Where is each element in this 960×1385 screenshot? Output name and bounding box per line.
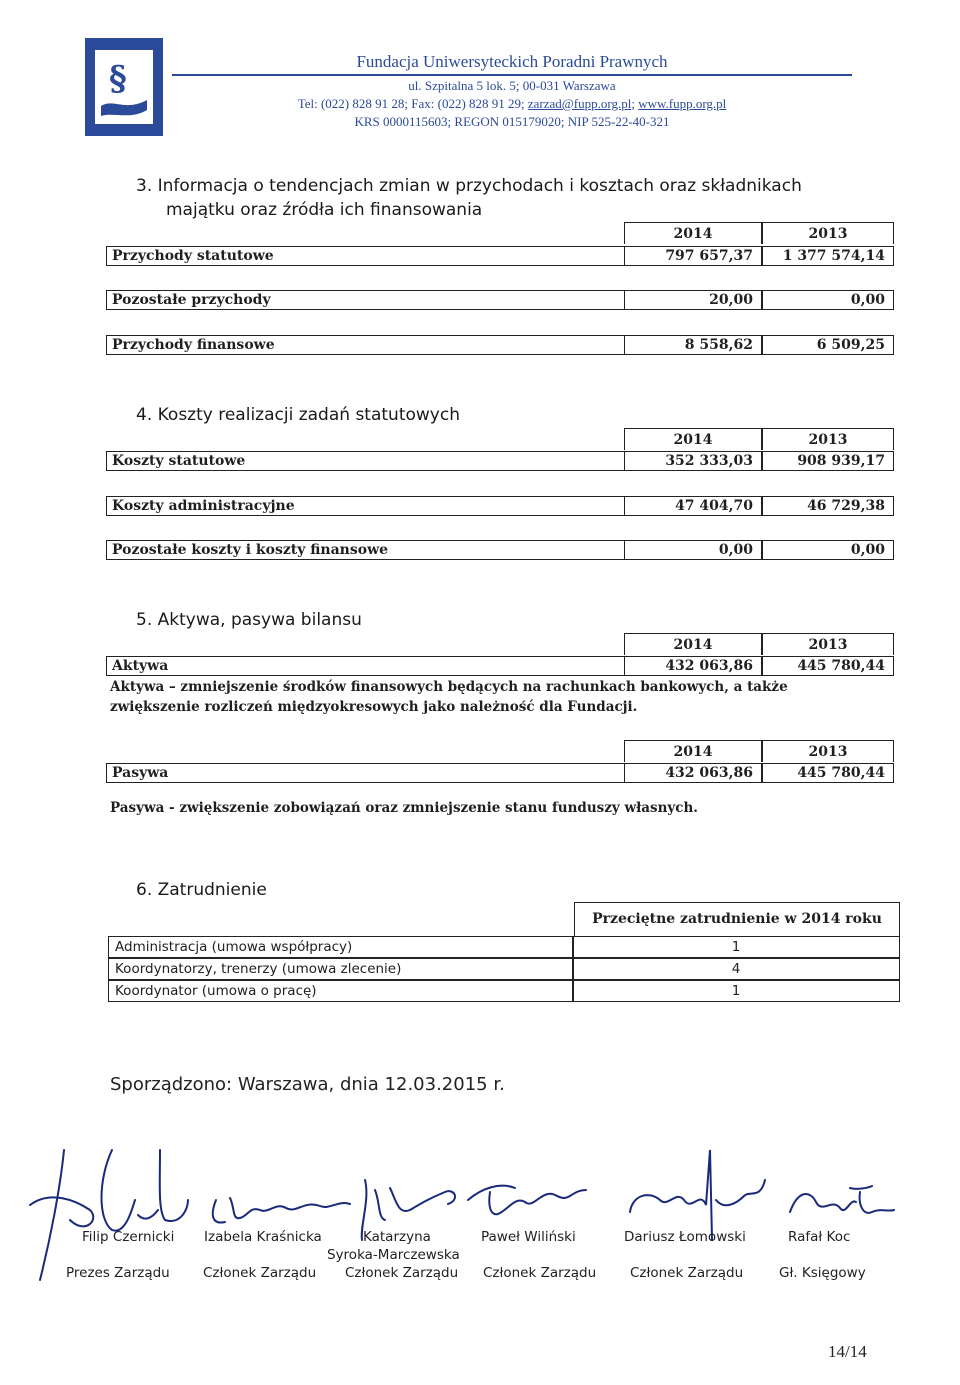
employment-row-koordynator-value: 1 — [572, 980, 900, 1002]
section-4-title: 4. Koszty realizacji zadań statutowych — [136, 405, 460, 425]
row-pozostale-przychody-2013: 0,00 — [762, 290, 894, 310]
svg-text:§: § — [109, 59, 127, 99]
org-name: Fundacja Uniwersyteckich Poradni Prawnych — [356, 52, 668, 71]
section-5-year-2013: 2013 — [762, 633, 894, 655]
assets-note-line1: Aktywa – zmniejszenie środków finansowych będących na rachunkach bankowych, a także — [110, 679, 788, 695]
email-link[interactable]: zarzad@fupp.org.pl — [527, 96, 632, 111]
section-3-year-2014: 2014 — [624, 222, 762, 244]
header-divider — [172, 74, 852, 76]
section-6-title: 6. Zatrudnienie — [136, 880, 267, 900]
signatory-name-syroka-line1: Katarzyna — [363, 1229, 431, 1245]
row-koszty-statutowe-2014: 352 333,03 — [624, 451, 762, 471]
signatory-role-koc: Gł. Księgowy — [779, 1265, 866, 1281]
row-koszty-administracyjne-2014: 47 404,70 — [624, 496, 762, 516]
section-3-year-2013: 2013 — [762, 222, 894, 244]
prepared-statement: Sporządzono: Warszawa, dnia 12.03.2015 r. — [110, 1074, 505, 1095]
employment-row-administracja-value: 1 — [572, 936, 900, 958]
org-contact — [172, 96, 852, 112]
section-3-title-line1: 3. Informacja o tendencjach zmian w przychodach i kosztach oraz składnikach — [136, 176, 802, 196]
logo-emblem — [95, 50, 153, 124]
row-przychody-finansowe-2013: 6 509,25 — [762, 335, 894, 355]
row-pozostale-przychody-label: Pozostałe przychody — [106, 290, 624, 310]
section-5-year-2014: 2014 — [624, 633, 762, 655]
employment-row-koordynator-label: Koordynator (umowa o pracę) — [108, 980, 574, 1002]
employment-row-koordynatorzy-label: Koordynatorzy, trenerzy (umowa zlecenie) — [108, 958, 574, 980]
section-5-title: 5. Aktywa, pasywa bilansu — [136, 610, 362, 630]
foundation-logo — [85, 38, 163, 136]
org-registry: KRS 0000115603; REGON 015179020; NIP 525-22-40-321 — [354, 114, 670, 129]
liabilities-note: Pasywa - zwiększenie zobowiązań oraz zmniejszenie stanu funduszy własnych. — [110, 800, 699, 816]
signatory-name-krasnicka: Izabela Kraśnicka — [204, 1229, 322, 1245]
row-pasywa-2013: 445 780,44 — [762, 763, 894, 783]
row-przychody-finansowe-2014: 8 558,62 — [624, 335, 762, 355]
row-przychody-statutowe-2013: 1 377 574,14 — [762, 246, 894, 266]
employment-column-header: Przeciętne zatrudnienie w 2014 roku — [574, 902, 900, 936]
section-4-year-2014: 2014 — [624, 428, 762, 450]
signatory-role-czernicki: Prezes Zarządu — [66, 1265, 170, 1281]
page-number: 14/14 — [828, 1342, 867, 1361]
row-koszty-administracyjne-2013: 46 729,38 — [762, 496, 894, 516]
row-pozostale-koszty-label: Pozostałe koszty i koszty finansowe — [106, 540, 624, 560]
signatory-name-czernicki: Filip Czernicki — [82, 1229, 175, 1245]
row-koszty-statutowe-2013: 908 939,17 — [762, 451, 894, 471]
row-przychody-finansowe-label: Przychody finansowe — [106, 335, 624, 355]
row-pozostale-koszty-2014: 0,00 — [624, 540, 762, 560]
row-aktywa-2013: 445 780,44 — [762, 656, 894, 676]
signatory-name-syroka-line2: Syroka-Marczewska — [327, 1247, 460, 1263]
website-link[interactable]: www.fupp.org.pl — [638, 96, 727, 111]
section-4-year-2013: 2013 — [762, 428, 894, 450]
signatory-name-lomowski: Dariusz Łomowski — [624, 1229, 746, 1245]
section-3-title-line2: majątku oraz źródła ich finansowania — [166, 200, 483, 220]
signatory-name-wilinski: Paweł Wiliński — [481, 1229, 576, 1245]
row-przychody-statutowe-label: Przychody statutowe — [106, 246, 624, 266]
org-address: ul. Szpitalna 5 lok. 5; 00-031 Warszawa — [408, 78, 616, 93]
contact-separator: ; — [631, 96, 639, 111]
signatory-role-syroka: Członek Zarządu — [345, 1265, 459, 1281]
row-pozostale-koszty-2013: 0,00 — [762, 540, 894, 560]
row-aktywa-2014: 432 063,86 — [624, 656, 762, 676]
employment-row-administracja-label: Administracja (umowa współpracy) — [108, 936, 574, 958]
signatory-role-krasnicka: Członek Zarządu — [203, 1265, 317, 1281]
signatory-name-koc: Rafał Koc — [788, 1229, 851, 1245]
section-5-liab-year-2014: 2014 — [624, 740, 762, 762]
signatory-role-wilinski: Członek Zarządu — [483, 1265, 597, 1281]
row-koszty-administracyjne-label: Koszty administracyjne — [106, 496, 624, 516]
row-przychody-statutowe-2014: 797 657,37 — [624, 246, 762, 266]
employment-row-koordynatorzy-value: 4 — [572, 958, 900, 980]
row-koszty-statutowe-label: Koszty statutowe — [106, 451, 624, 471]
row-pasywa-label: Pasywa — [106, 763, 624, 783]
assets-note-line2: zwiększenie rozliczeń międzyokresowych jako należność dla Fundacji. — [110, 699, 638, 715]
row-pasywa-2014: 432 063,86 — [624, 763, 762, 783]
row-pozostale-przychody-2014: 20,00 — [624, 290, 762, 310]
row-aktywa-label: Aktywa — [106, 656, 624, 676]
signatory-role-lomowski: Członek Zarządu — [630, 1265, 744, 1281]
section-5-liab-year-2013: 2013 — [762, 740, 894, 762]
contact-phone-fax: Tel: (022) 828 91 28; Fax: (022) 828 91 29; — [297, 96, 528, 111]
